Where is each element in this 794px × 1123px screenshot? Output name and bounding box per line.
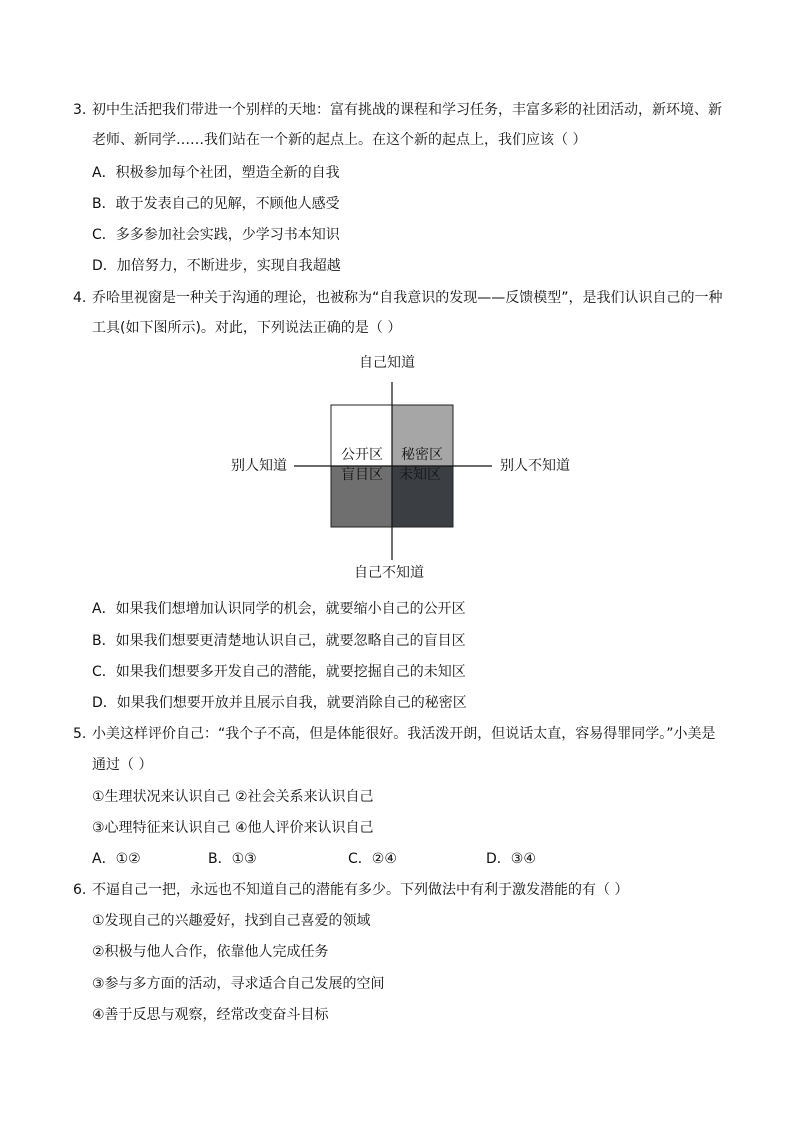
choice-c: C．②④ (348, 851, 397, 867)
statement-line: ③参与多方面的活动，寻求适合自己发展的空间 (92, 976, 385, 992)
question-number: 5. (73, 726, 87, 742)
question-stem-line: 不逼自己一把，永远也不知道自己的潜能有多少。下列做法中有利于激发潜能的有（ ） (92, 882, 629, 898)
statement-line: ①生理状况来认识自己 ②社会关系来认识自己 (92, 789, 374, 805)
option-c: C．多多参加社会实践，少学习书本知识 (92, 227, 340, 243)
unknown-area-label: 未知区 (399, 467, 441, 483)
question-stem-line: 初中生活把我们带进一个别样的天地：富有挑战的课程和学习任务，丰富多彩的社团活动，新环境、新 (92, 102, 722, 118)
option-c: C．如果我们想要多开发自己的潜能，就要挖掘自己的未知区 (92, 664, 466, 680)
choice-d: D．③④ (486, 851, 536, 867)
option-a: A．如果我们想增加认识同学的机会，就要缩小自己的公开区 (92, 601, 466, 617)
question-stem-line: 老师、新同学……我们站在一个新的起点上。在这个新的起点上，我们应该（ ） (92, 132, 587, 148)
option-d: D．如果我们想要开放并且展示自我，就要消除自己的秘密区 (92, 695, 467, 711)
statement-line: ④善于反思与观察，经常改变奋斗目标 (92, 1007, 329, 1023)
question-stem-line: 通过（ ） (92, 757, 153, 773)
bottom-axis-label: 自己不知道 (354, 565, 424, 581)
question-number: 6. (73, 882, 87, 898)
option-b: B．敢于发表自己的见解，不顾他人感受 (92, 196, 340, 212)
option-b: B．如果我们想要更清楚地认识自己，就要忽略自己的盲目区 (92, 633, 466, 649)
blind-area-label: 盲目区 (341, 467, 383, 483)
right-axis-label: 别人不知道 (500, 458, 570, 474)
option-d: D．加倍努力，不断进步，实现自我超越 (92, 258, 341, 274)
question-number: 3. (73, 102, 87, 118)
question-number: 4. (73, 290, 87, 306)
choice-a: A．①② (92, 851, 141, 867)
secret-area-label: 秘密区 (401, 447, 443, 463)
question-stem-line: 工具(如下图所示)。对此，下列说法正确的是（ ） (92, 320, 402, 336)
question-stem-line: 乔哈里视窗是一种关于沟通的理论，也被称为“自我意识的发现——反馈模型”，是我们认识自己的一种 (92, 290, 723, 306)
left-axis-label: 别人知道 (231, 458, 287, 474)
question-stem-line: 小美这样评价自己：“我个子不高，但是体能很好。我活泼开朗，但说话太直，容易得罪同学。”小美是 (92, 726, 716, 742)
statement-line: ②积极与他人合作，依靠他人完成任务 (92, 944, 329, 960)
open-area-label: 公开区 (341, 447, 383, 463)
statement-line: ③心理特征来认识自己 ④他人评价来认识自己 (92, 820, 374, 836)
option-a: A．积极参加每个社团，塑造全新的自我 (92, 165, 340, 181)
choice-b: B．①③ (208, 851, 257, 867)
top-axis-label: 自己知道 (359, 355, 415, 371)
johari-window-diagram (228, 350, 580, 582)
statement-line: ①发现自己的兴趣爱好，找到自己喜爱的领域 (92, 913, 371, 929)
